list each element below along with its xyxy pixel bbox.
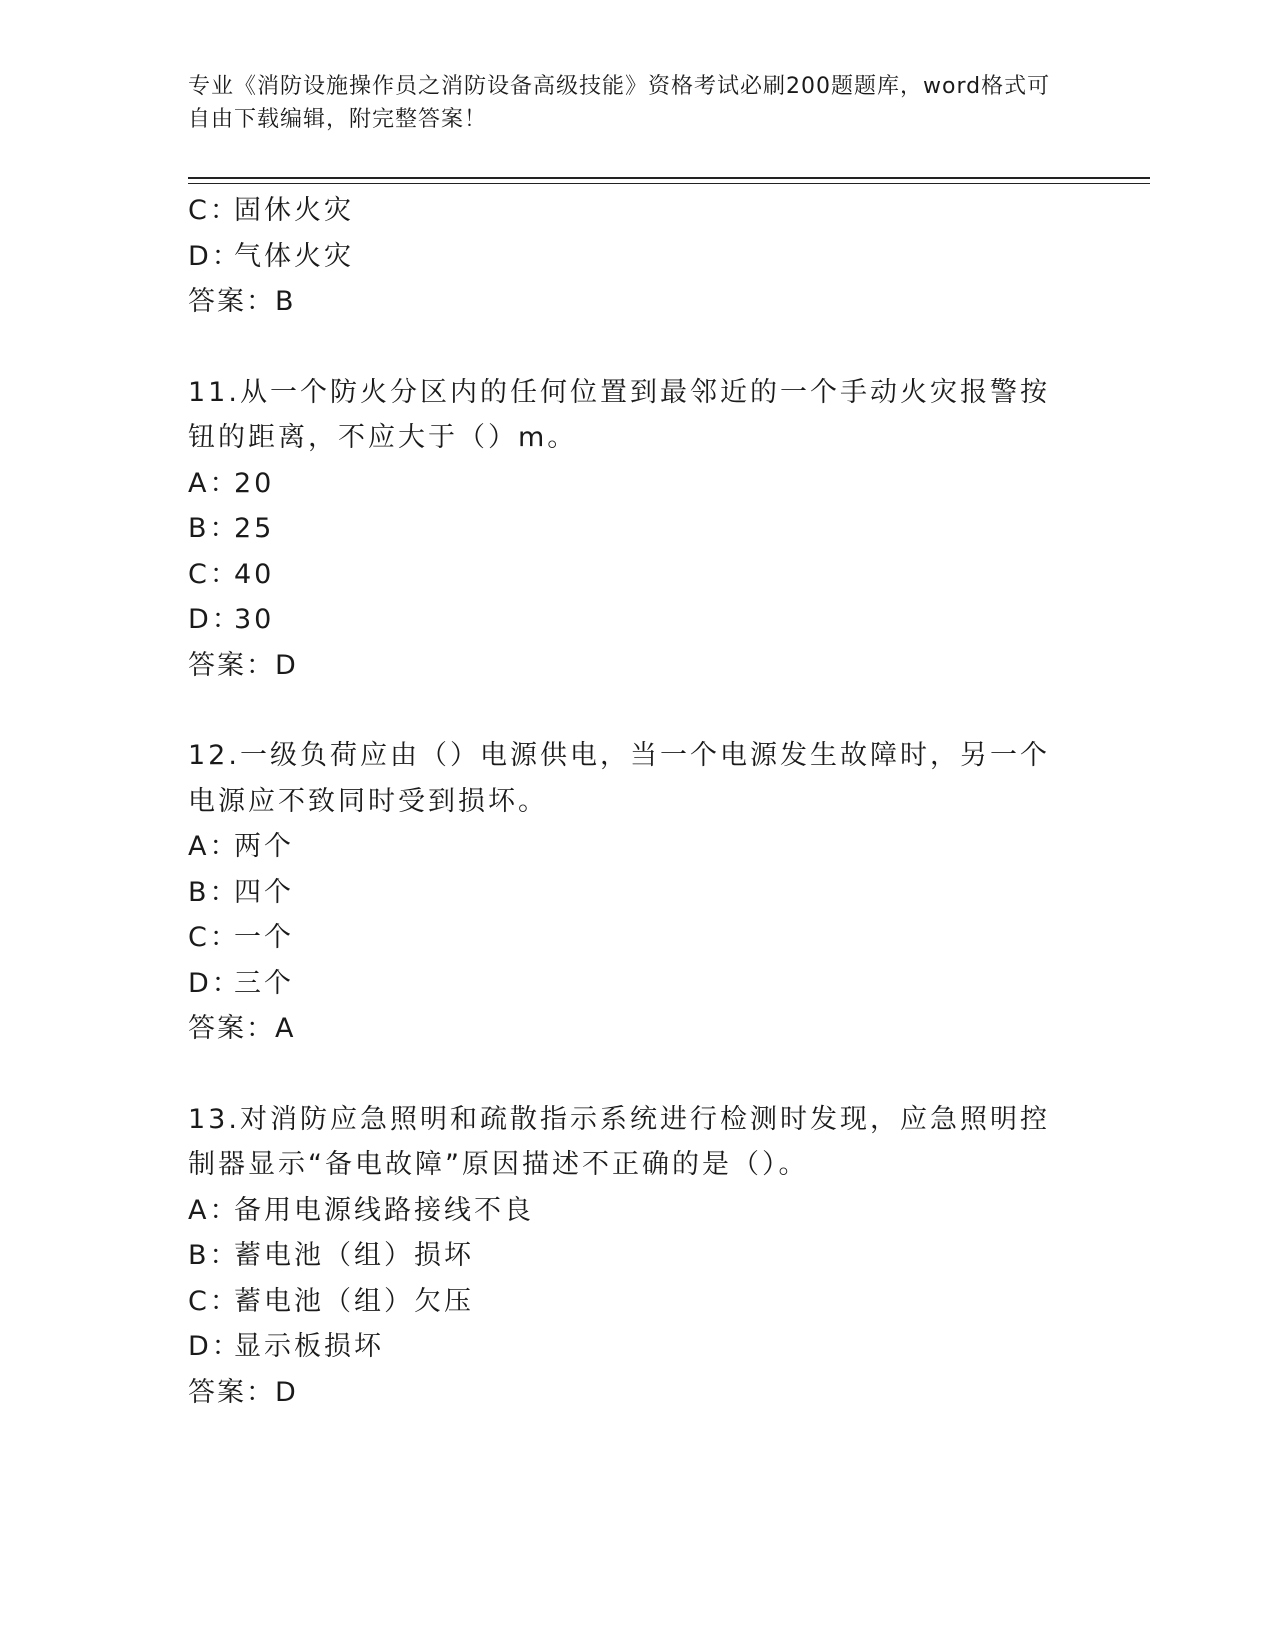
option-text: 25 [234,513,275,544]
option-line [188,1188,1088,1234]
option-text: 20 [234,467,275,499]
document-header: 专业《消防设施操作员之消防设备高级技能》资格考试必刷200题题库，word格式可自由下载编辑，附完整答案！ [188,74,1051,132]
option-label: A： [188,831,240,862]
question-list [188,188,1088,1415]
question-stem: 12.一级负荷应由（）电源供电，当一个电源发生故障时，另一个电源应不致同时受到损坏。 [188,740,1050,817]
option-label: A： [188,1194,240,1226]
option-label: C： [188,922,240,953]
option-text: 四个 [234,876,294,908]
option-line [188,915,1088,961]
header-divider-thin [188,183,1150,184]
question-stem: 11.从一个防火分区内的任何位置到最邻近的一个手动火灾报警按钮的距离，不应大于（）m。 [188,376,1050,453]
carryover-block [188,188,1088,325]
question-block [188,1097,1088,1416]
header-divider-thick [188,177,1150,179]
option-text: 固休火灾 [234,195,354,226]
answer-line: 答案：D [188,649,298,681]
option-text: 蓄电池（组）损坏 [234,1240,474,1271]
option-text: 三个 [234,967,294,999]
option-line [188,870,1088,916]
option-label: B： [188,1240,240,1271]
option-label: B： [188,876,240,908]
option-text: 一个 [234,922,294,953]
spacer [188,1052,1088,1097]
answer-line: 答案：B [188,286,296,317]
question-stem: 13.对消防应急照明和疏散指示系统进行检测时发现，应急照明控制器显示“备电故障”原因描述不正确的是（）。 [188,1103,1050,1180]
answer-line: 答案：A [188,1013,296,1044]
option-label: B： [188,513,240,544]
question-block [188,733,1088,1052]
option-label: C： [188,1285,240,1317]
option-text: 30 [234,604,275,635]
option-line [188,506,1088,552]
spacer [188,688,1088,733]
option-label: D： [188,1331,242,1362]
spacer [188,325,1088,370]
option-line [188,188,1088,234]
option-label: D： [188,967,242,999]
option-line [188,461,1088,507]
option-line [188,961,1088,1007]
option-line [188,824,1088,870]
option-label: C： [188,558,240,590]
option-text: 40 [234,558,275,590]
option-label: C： [188,195,240,226]
answer-line: 答案：D [188,1376,298,1408]
option-line [188,1324,1088,1370]
option-label: A： [188,467,240,499]
option-text: 气体火灾 [234,240,354,272]
option-line [188,1233,1088,1279]
option-text: 蓄电池（组）欠压 [234,1285,474,1317]
option-line [188,234,1088,280]
option-line [188,597,1088,643]
option-line [188,552,1088,598]
option-label: D： [188,240,242,272]
option-label: D： [188,604,242,635]
option-text: 两个 [234,831,294,862]
question-block [188,370,1088,689]
option-line [188,1279,1088,1325]
option-text: 显示板损坏 [234,1331,384,1362]
option-text: 备用电源线路接线不良 [234,1194,534,1226]
